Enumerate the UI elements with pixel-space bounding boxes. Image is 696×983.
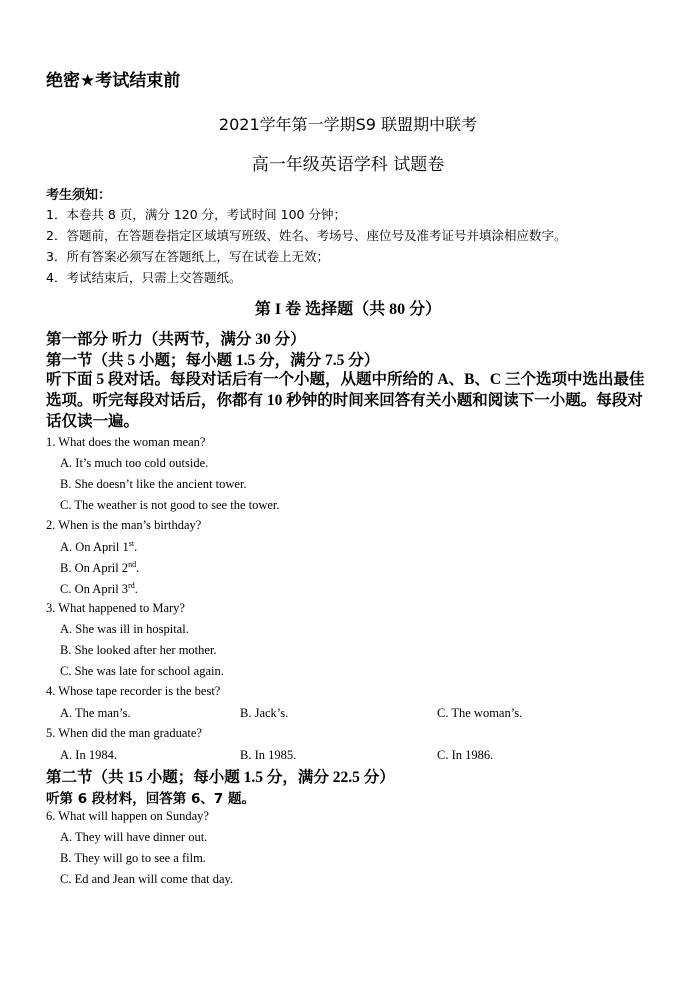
question-2-stem: 2. When is the man’s birthday?	[46, 518, 202, 532]
question-5-option-b: B. In 1985.	[240, 748, 297, 762]
part1-title: 第一部分 听力（共两节，满分 30 分）	[46, 331, 306, 348]
notice-item-4: 4．考试结束后，只需上交答题纸。	[46, 270, 242, 285]
question-5-stem: 5. When did the man graduate?	[46, 726, 202, 740]
question-2-option-b: B. On April 2nd.	[60, 560, 140, 576]
question-3-option-b: B. She looked after her mother.	[60, 643, 217, 657]
ordinal-suffix: st	[128, 539, 135, 548]
question-4-option-c: C. The woman’s.	[437, 706, 523, 720]
question-3-option-a: A. She was ill in hospital.	[60, 622, 189, 636]
section2-subheading: 听第 6 段材料，回答第 6、7 题。	[46, 791, 255, 807]
notice-heading: 考生须知：	[46, 188, 112, 203]
question-6-option-b: B. They will go to see a film.	[60, 851, 206, 865]
notice-item-2: 2．答题前，在答题卷指定区域填写班级、姓名、考场号、座位号及准考证号并填涂相应数字。	[46, 228, 567, 243]
exam-title: 2021学年第一学期S9 联盟期中联考	[218, 115, 478, 134]
option-text: C. On April 3	[60, 582, 129, 597]
notice-item-1: 1．本卷共 8 页，满分 120 分，考试时间 100 分钟；	[46, 207, 346, 222]
question-4-option-b: B. Jack’s.	[240, 706, 289, 720]
question-6-option-a: A. They will have dinner out.	[60, 830, 208, 844]
question-6-option-c: C. Ed and Jean will come that day.	[60, 872, 234, 886]
section1-instructions: 听下面 5 段对话。每段对话后有一个小题，从题中所给的 A、B、C 三个选项中选出最佳选项。听完每段对话后，你都有 10 秒钟的时间来回答有关小题和阅读下一小题。每段对话仅读一遍。	[46, 371, 645, 430]
question-3-stem: 3. What happened to Mary?	[46, 601, 185, 615]
question-1-stem: 1. What does the woman mean?	[46, 435, 206, 449]
question-5-option-c: C. In 1986.	[437, 748, 494, 762]
section2-title: 第二节（共 15 小题；每小题 1.5 分，满分 22.5 分）	[46, 769, 395, 786]
question-6-stem: 6. What will happen on Sunday?	[46, 809, 209, 823]
question-4-option-a: A. The man’s.	[60, 706, 131, 720]
ordinal-suffix: nd	[128, 560, 137, 569]
question-1-option-a: A. It’s much too cold outside.	[60, 456, 209, 470]
notice-item-3: 3．所有答案必须写在答题纸上，写在试卷上无效；	[46, 249, 329, 264]
question-2-option-c: C. On April 3rd.	[60, 581, 138, 597]
question-4-stem: 4. Whose tape recorder is the best?	[46, 684, 221, 698]
section1-title: 第一节（共 5 小题；每小题 1.5 分，满分 7.5 分）	[46, 352, 380, 369]
option-text: B. On April 2	[60, 561, 129, 576]
exam-subtitle: 高一年级英语学科 试题卷	[251, 155, 445, 175]
confidential-label: 绝密★考试结束前	[46, 71, 181, 91]
question-2-option-a: A. On April 1st.	[60, 539, 138, 555]
question-1-option-c: C. The weather is not good to see the tower.	[60, 498, 280, 512]
question-1-option-b: B. She doesn’t like the ancient tower.	[60, 477, 247, 491]
option-text: A. On April 1	[60, 540, 129, 555]
question-3-option-c: C. She was late for school again.	[60, 664, 224, 678]
ordinal-suffix: rd	[128, 581, 135, 590]
question-5-option-a: A. In 1984.	[60, 748, 117, 762]
volume-title: 第 I 卷 选择题（共 80 分）	[254, 301, 442, 318]
